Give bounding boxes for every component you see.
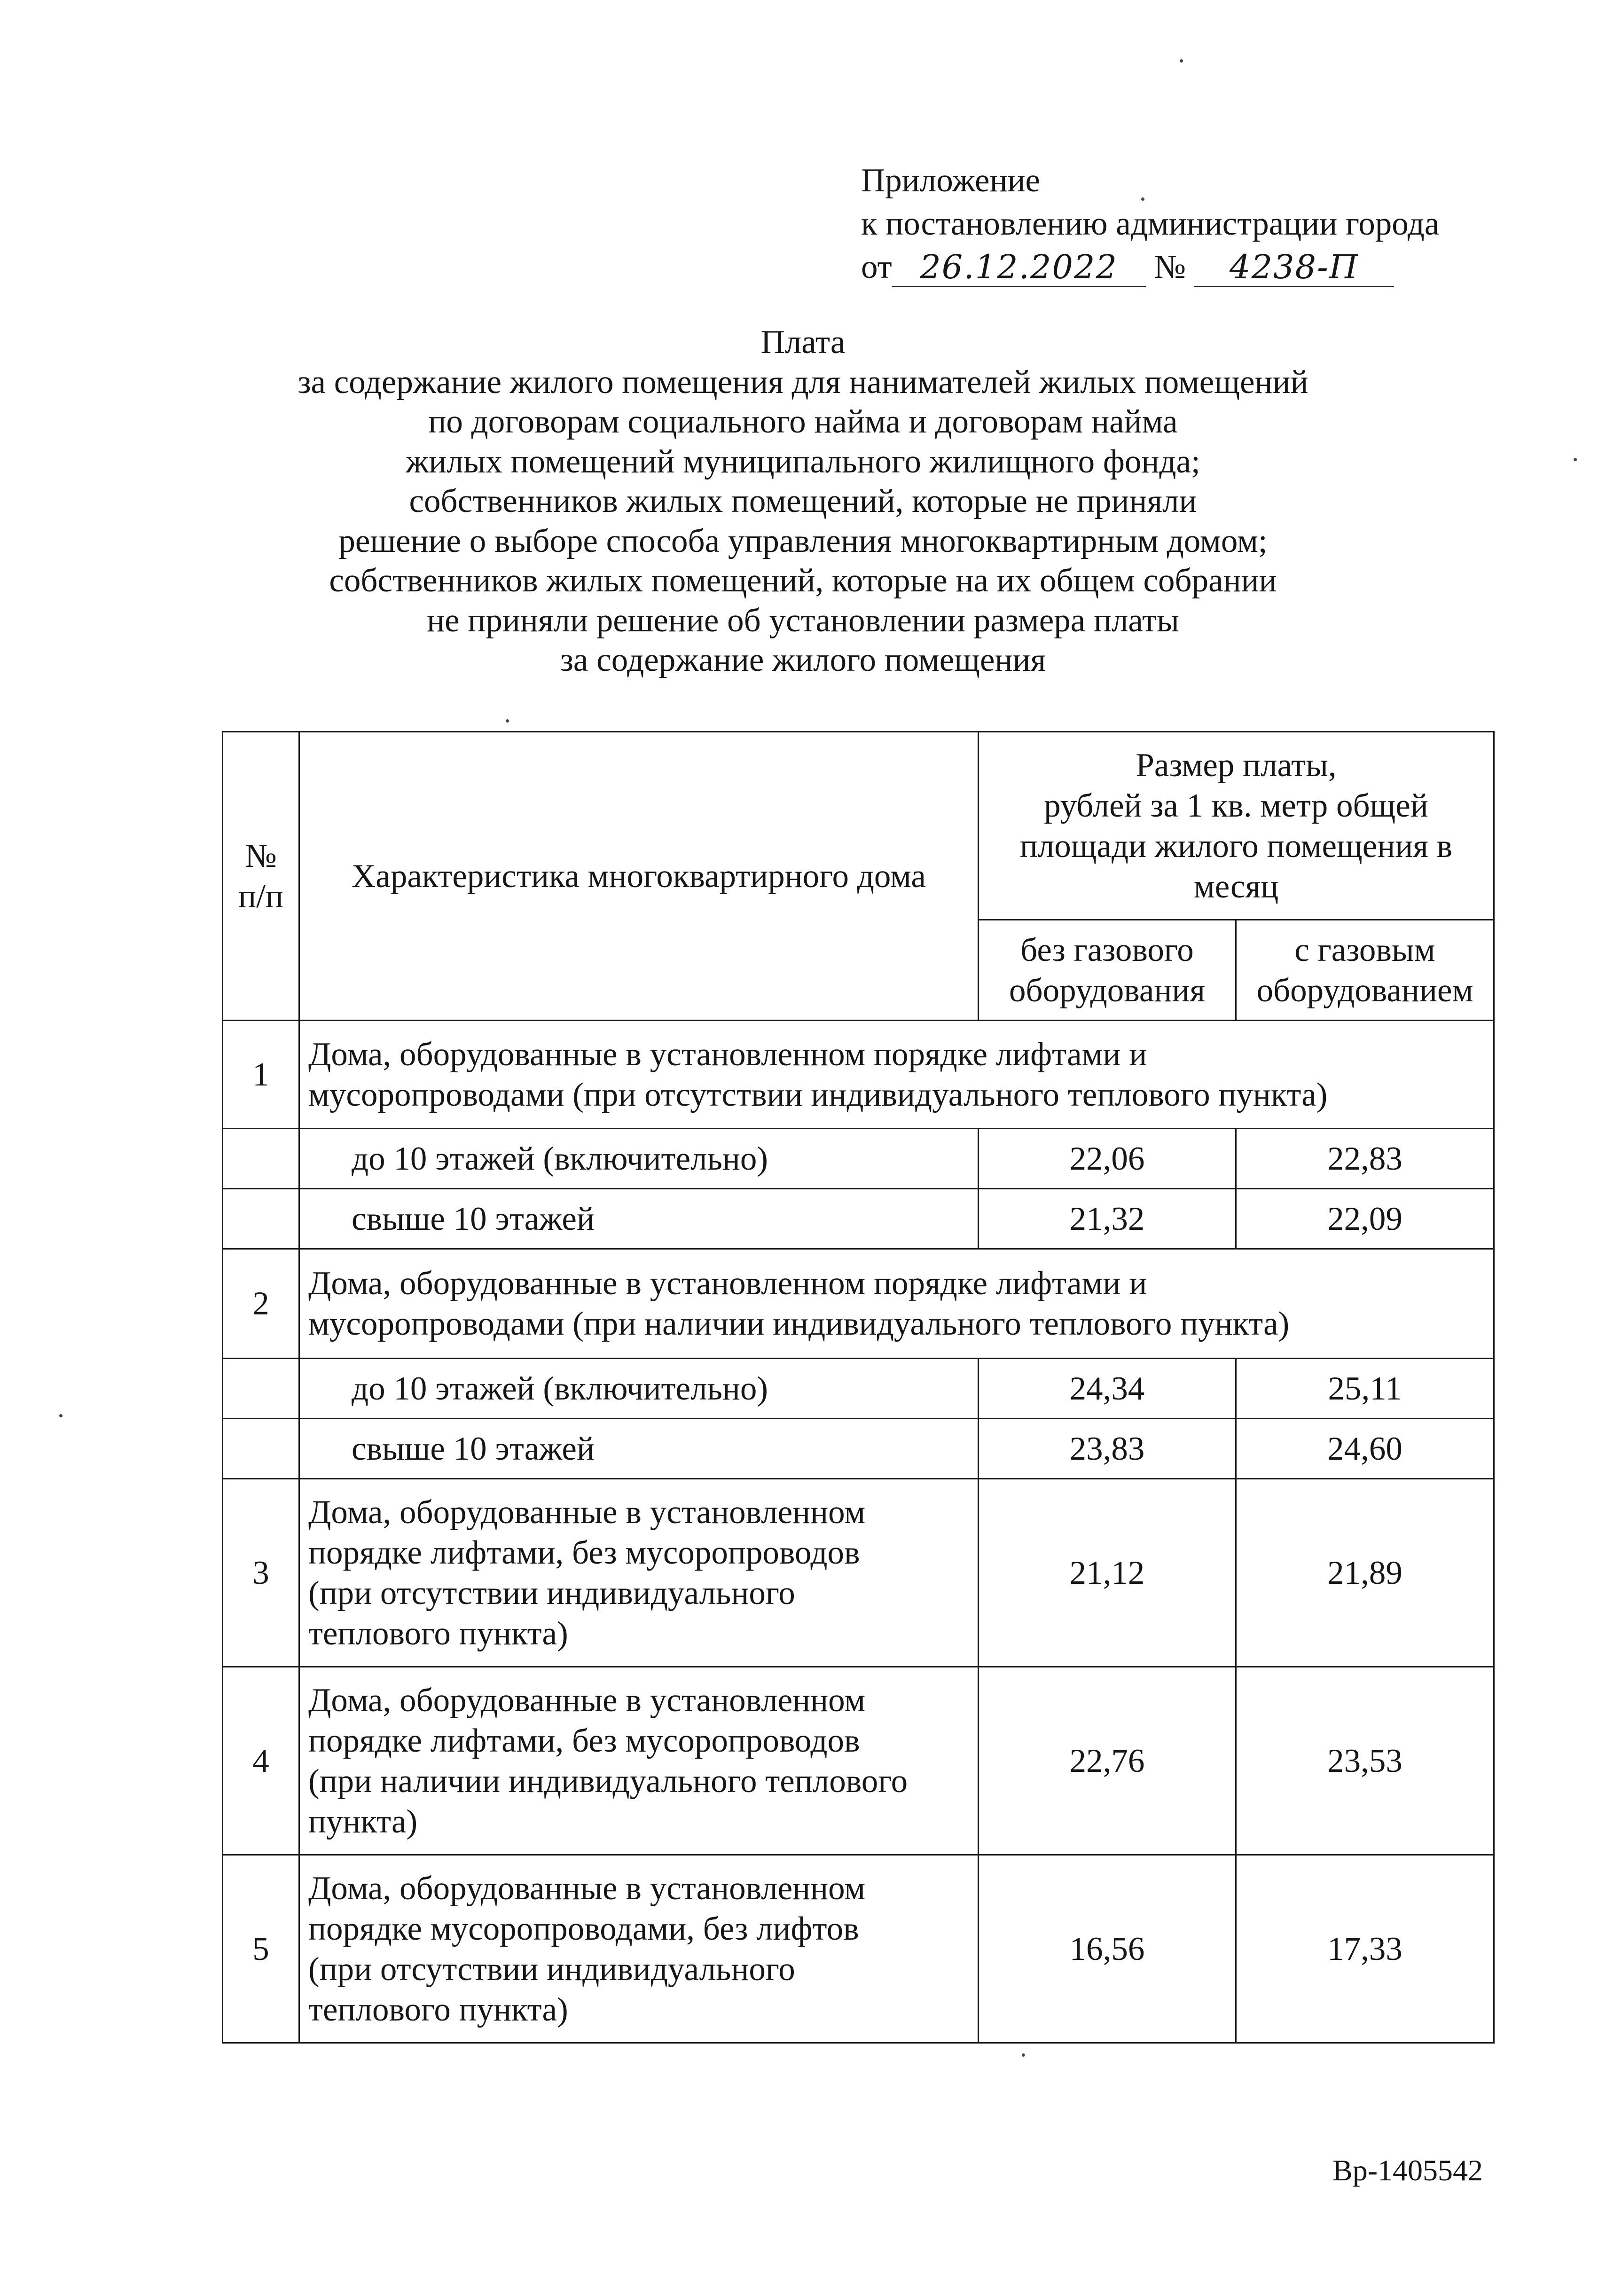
document-title [0,322,1606,680]
section-description: Дома, оборудованные в установленном порядке лифтами и мусоропроводами (при наличии индивидуального теплового пункта) [299,1249,1494,1359]
section-description: Дома, оборудованные в установленном порядке мусоропроводами, без лифтов (при отсутствии индивидуального теплового пункта) [299,1855,979,2043]
cell-no-gas: 21,32 [979,1189,1236,1249]
section-row [223,1021,1494,1129]
scan-speck [1141,197,1144,201]
row-number-empty [223,1419,299,1479]
row-number-empty [223,1359,299,1419]
scan-speck [1574,458,1577,461]
number-field [1194,245,1394,287]
scan-speck [506,719,509,723]
cell-with-gas: 17,33 [1236,1855,1494,2043]
section-row [223,1249,1494,1359]
cell-with-gas: 24,60 [1236,1419,1494,1479]
cell-with-gas: 22,09 [1236,1189,1494,1249]
header-characteristic: Характеристика многоквартирного дома [299,732,979,1021]
row-number: 4 [223,1667,299,1855]
section-description: Дома, оборудованные в установленном порядке лифтами, без мусоропроводов (при отсутствии индивидуального теплового пункта) [299,1479,979,1667]
scan-speck [1180,59,1183,63]
cell-no-gas: 16,56 [979,1855,1236,2043]
row-number-empty [223,1189,299,1249]
title-line: за содержание жилого помещения [560,642,1046,678]
section-row [223,1667,1494,1855]
handwritten-date: 26.12.2022 [920,248,1118,286]
title-line: по договорам социального найма и договорам найма [428,403,1178,440]
title-line: решение о выборе способа управления многоквартирным домом; [338,522,1268,559]
section-row [223,1479,1494,1667]
number-prefix: № [1154,249,1186,285]
row-number-empty [223,1129,299,1189]
title-line: не приняли решение об установлении размера платы [427,602,1179,639]
subrow [223,1419,1494,1479]
header-no-gas: без газового оборудования [979,920,1236,1021]
cell-with-gas: 23,53 [1236,1667,1494,1855]
title-line: собственников жилых помещений, которые на их общем собрании [329,562,1277,599]
title-line: жилых помещений муниципального жилищного фонда; [406,443,1200,480]
title-heading: Плата [760,324,846,361]
appendix-title: Приложение [861,162,1041,199]
cell-no-gas: 24,34 [979,1359,1236,1419]
subrow-label: свыше 10 этажей [299,1419,979,1479]
cell-no-gas: 22,76 [979,1667,1236,1855]
row-number: 5 [223,1855,299,2043]
cell-no-gas: 22,06 [979,1129,1236,1189]
row-number: 3 [223,1479,299,1667]
cell-with-gas: 21,89 [1236,1479,1494,1667]
handwritten-number: 4238-П [1229,248,1359,286]
section-row [223,1855,1494,2043]
subrow [223,1359,1494,1419]
document-code: Вр-1405542 [1332,2154,1483,2187]
cell-no-gas: 23,83 [979,1419,1236,1479]
row-number: 2 [223,1249,299,1359]
cell-with-gas: 25,11 [1236,1359,1494,1419]
subrow-label: до 10 этажей (включительно) [299,1359,979,1419]
date-prefix: от [861,249,892,285]
header-num: № п/п [223,732,299,1021]
title-line: за содержание жилого помещения для нанимателей жилых помещений [298,363,1308,401]
appendix-block [861,159,1439,289]
subrow-label: до 10 этажей (включительно) [299,1129,979,1189]
appendix-subtitle: к постановлению администрации города [861,205,1440,242]
header-fee-size: Размер платы, рублей за 1 кв. метр общей площади жилого помещения в месяц [979,732,1494,920]
date-field [892,245,1146,287]
header-row [223,732,1494,920]
subrow [223,1189,1494,1249]
scan-speck [1022,2053,1025,2057]
row-number: 1 [223,1021,299,1129]
title-line: собственников жилых помещений, которые не приняли [409,483,1197,519]
section-description: Дома, оборудованные в установленном порядке лифтами и мусоропроводами (при отсутствии индивидуального теплового пункта) [299,1021,1494,1129]
subrow [223,1129,1494,1189]
cell-no-gas: 21,12 [979,1479,1236,1667]
header-with-gas: с газовым оборудованием [1236,920,1494,1021]
appendix-date-line [861,245,1439,289]
cell-with-gas: 22,83 [1236,1129,1494,1189]
fee-table [222,731,1495,2044]
section-description: Дома, оборудованные в установленном порядке лифтами, без мусоропроводов (при наличии индивидуального теплового пункта) [299,1667,979,1855]
subrow-label: свыше 10 этажей [299,1189,979,1249]
scan-speck [59,1414,63,1417]
